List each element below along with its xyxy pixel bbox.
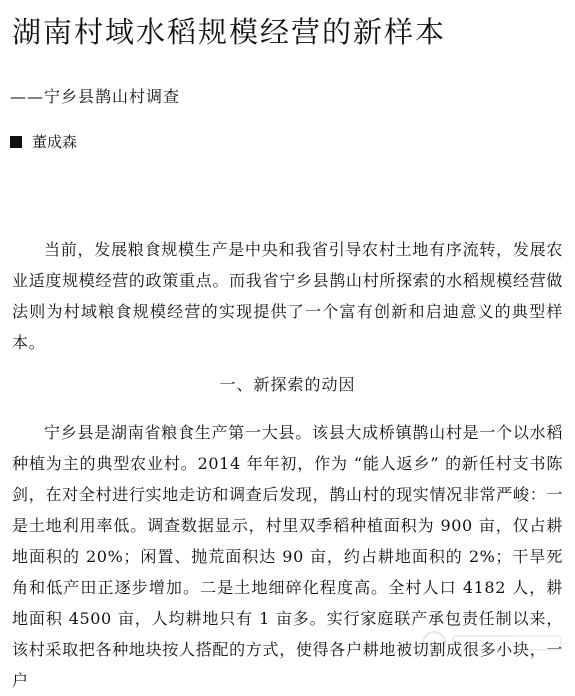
intro-paragraph: 当前，发展粮食规模生产是中央和我省引导农村土地有序流转，发展农业适度规模经营的政策重点。而我省宁乡县鹊山村所探索的水稻规模经营做法则为村域粮食规模经营的实现提供了一个富有创新和启迪意义的典型样本。 (12, 240, 563, 352)
article-title: 湖南村域水稻规模经营的新样本 (12, 15, 447, 49)
article-subtitle: ——宁乡县鹊山村调查 (10, 87, 181, 106)
section-heading: 一、新探索的动因 (219, 375, 356, 394)
author-name: 董成森 (32, 133, 78, 151)
square-bullet-icon (10, 136, 22, 148)
body-paragraph: 宁乡县是湖南省粮食生产第一大县。该县大成桥镇鹊山村是一个以水稻种植为主的典型农业村。2014 年年初，作为 “能人返乡” 的新任村支书陈剑，在对全村进行实地走访和调查后发现，鹊山村的现实情况非常严峻：一是土地利用率低。调查数据显示，村里双季稻种植面积为 900 亩，仅占耕地面积的 20%；闲置、抛荒面积达 90 亩，约占耕地面积的 2%；干旱死角和低产田正逐步增加。二是土地细碎化程度高。全村人口 4182 人，耕地面积 4500 亩，人均耕地只有 1 亩多。实行家庭联产承包责任制以来，该村采取把各种地块按人搭配的方式，使得各户耕地被切割成很多小块，一户 (12, 423, 563, 690)
author-line (10, 132, 77, 152)
